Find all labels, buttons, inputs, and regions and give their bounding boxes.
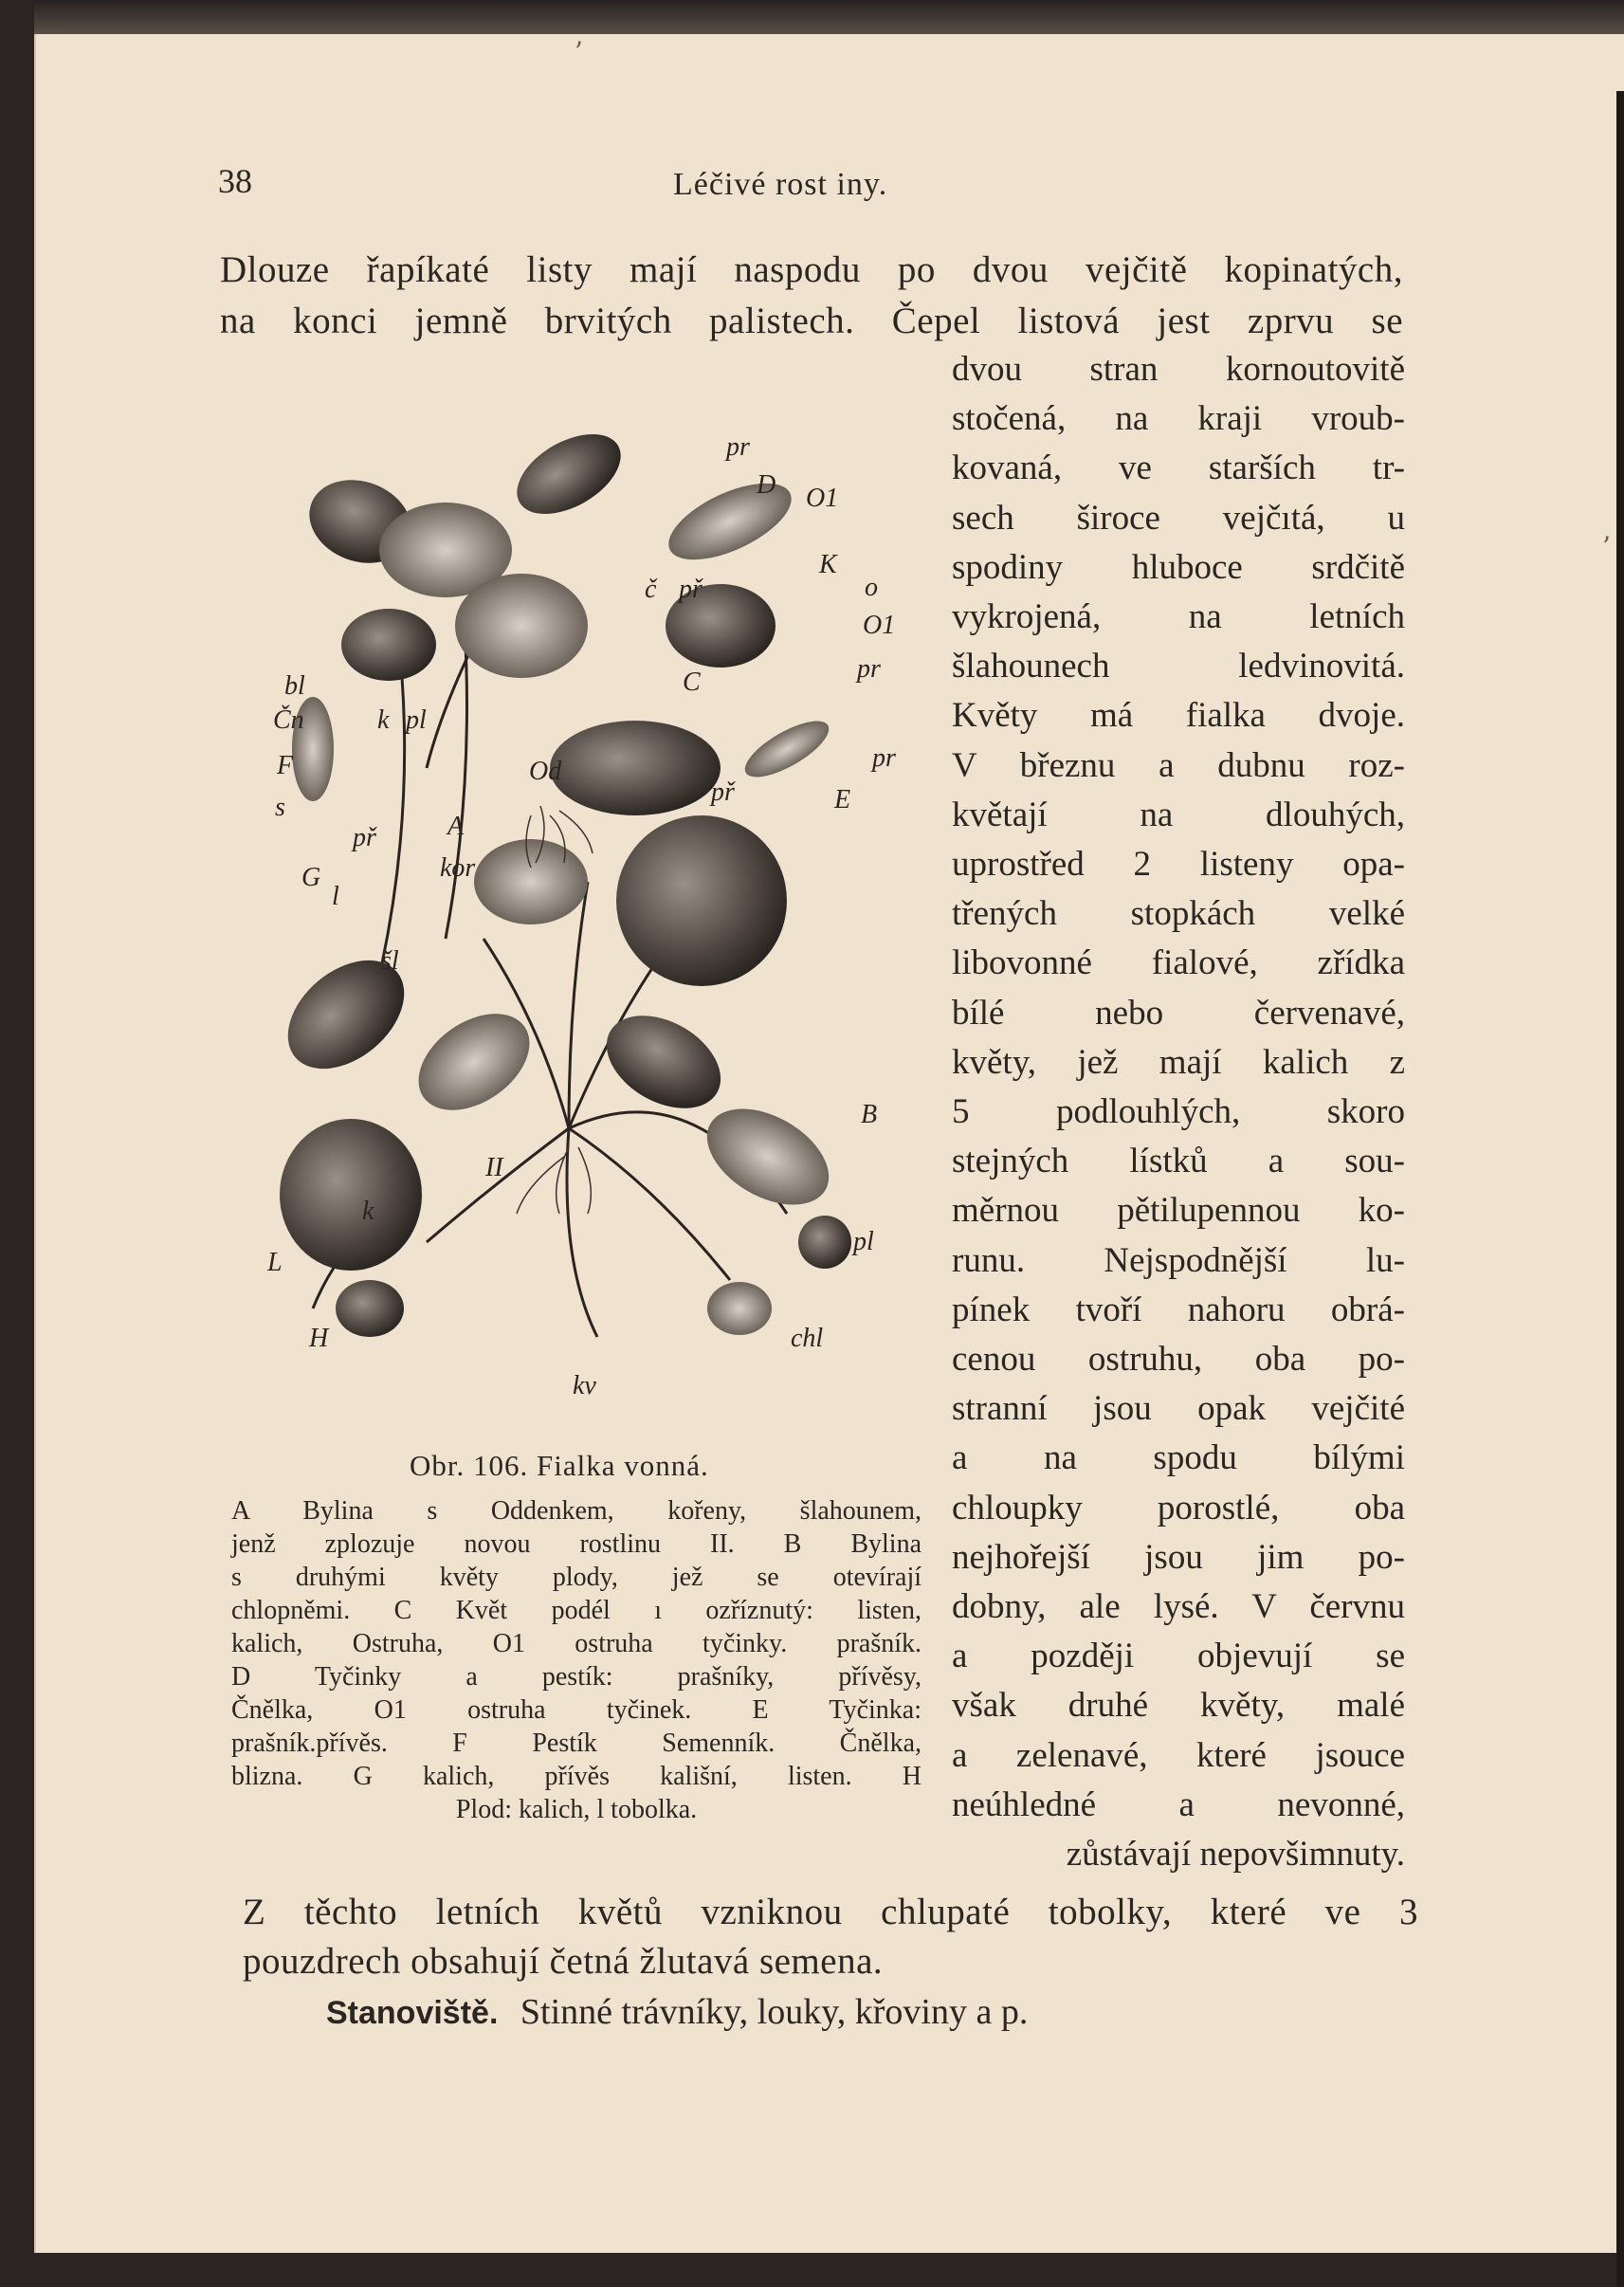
figure-label: kv — [573, 1371, 596, 1400]
figure-label: K — [819, 550, 837, 579]
caption-line: s druhými květy plody, jež se otevírají — [231, 1563, 921, 1592]
figure-label: pl — [406, 705, 427, 735]
figure-label: H — [309, 1324, 329, 1353]
right-column-line: pínek tvoří nahoru obrá- — [952, 1290, 1405, 1329]
figure-label: A — [447, 812, 465, 841]
habitat-label: Stanoviště. — [326, 1995, 499, 2031]
figure-label: př — [353, 823, 376, 852]
right-column-line: a zelenavé, které jsouce — [952, 1735, 1405, 1775]
right-column-line: nejhořejší jsou jim po- — [952, 1537, 1405, 1577]
figure-label: kor — [440, 853, 476, 883]
ink-speck: ’ — [1602, 531, 1611, 562]
right-column-line: 5 podlouhlých, skoro — [952, 1092, 1405, 1131]
right-column-line: uprostřed 2 listeny opa- — [952, 845, 1405, 884]
right-column-line: spodiny hluboce srdčitě — [952, 547, 1405, 587]
figure-label: L — [267, 1248, 283, 1277]
caption-line: prašník.přívěs. F Pestík Semenník. Čnělka, — [231, 1729, 921, 1758]
figure-label: II — [485, 1153, 503, 1182]
figure-label: př — [679, 575, 703, 604]
right-column-line: však druhé květy, malé — [952, 1686, 1405, 1726]
figure-label: O1 — [806, 484, 839, 513]
right-column-line: V březnu a dubnu roz- — [952, 745, 1405, 785]
figure-label: O1 — [863, 611, 896, 640]
violet-plant-drawing — [256, 408, 901, 1432]
right-column-line: chloupky porostlé, oba — [952, 1488, 1405, 1528]
right-column-line: vykrojená, na letních — [952, 597, 1405, 636]
right-column-line: třených stopkách velké — [952, 894, 1405, 934]
body-line-bottom-1: Z těchto letních květů vzniknou chlupaté tobolky, které ve 3 — [243, 1892, 1418, 1932]
figure-label: pl — [853, 1227, 874, 1256]
figure-label: D — [757, 470, 776, 500]
caption-line: chlopněmi. C Květ podél ı ozříznutý: listen, — [231, 1596, 921, 1625]
right-column-line: a později objevují se — [952, 1637, 1405, 1676]
botanical-illustration — [256, 408, 901, 1432]
figure-label: l — [332, 882, 339, 911]
right-column-line: cenou ostruhu, oba po- — [952, 1340, 1405, 1379]
page-number: 38 — [218, 162, 252, 200]
right-column-line: libovonné fialové, zřídka — [952, 943, 1405, 983]
right-column-line: bílé nebo červenavé, — [952, 993, 1405, 1033]
right-column-line: Květy má fialka dvoje. — [952, 696, 1405, 736]
figure-label: pr — [872, 743, 896, 773]
figure-label: F — [277, 751, 294, 780]
figure-label: k — [362, 1197, 374, 1226]
page-gutter — [1616, 91, 1624, 2287]
right-column-line: dobny, ale lysé. V červnu — [952, 1587, 1405, 1626]
right-column-line: květají na dlouhých, — [952, 795, 1405, 834]
figure-label: pr — [857, 654, 881, 684]
caption-line: Čnělka, O1 ostruha tyčinek. E Tyčinka: — [231, 1695, 921, 1725]
right-column-line: stejných lístků a sou- — [952, 1142, 1405, 1181]
figure-label: př — [711, 778, 735, 807]
figure-caption-title: Obr. 106. Fialka vonná. — [410, 1449, 709, 1482]
right-column-line: stočená, na kraji vroub- — [952, 399, 1405, 439]
figure-label: Od — [529, 757, 562, 786]
figure-label: k — [377, 705, 390, 735]
right-column-line: dvou stran kornoutovitě — [952, 350, 1405, 389]
figure-label: E — [834, 785, 851, 814]
figure-label: pr — [726, 432, 750, 462]
habitat-text: Stinné trávníky, louky, křoviny a p. — [520, 1992, 1029, 2032]
figure-label: chl — [791, 1324, 824, 1353]
caption-line: Plod: kalich, l tobolka. — [455, 1795, 698, 1824]
right-column-line: měrnou pětilupennou ko- — [952, 1191, 1405, 1231]
caption-line: A Bylina s Oddenkem, kořeny, šlahounem, — [231, 1496, 921, 1526]
figure-label: G — [301, 863, 321, 892]
figure-label: C — [683, 668, 701, 697]
right-column-line: šlahounech ledvinovitá. — [952, 647, 1405, 686]
figure-label: Čn — [273, 705, 304, 735]
habitat-line — [326, 1991, 1028, 2033]
right-column-line: stranní jsou opak vejčité — [952, 1389, 1405, 1429]
figure-label: o — [865, 573, 878, 602]
page-edge-shadow — [34, 0, 1624, 34]
right-column-line: neúhledné a nevonné, — [952, 1784, 1405, 1824]
right-column-line: a na spodu bílými — [952, 1438, 1405, 1478]
caption-line: jenž zplozuje novou rostlinu II. B Bylina — [231, 1529, 921, 1559]
right-column-line: květy, jež mají kalich z — [952, 1042, 1405, 1082]
figure-label: bl — [284, 671, 305, 701]
right-column-line: kovaná, ve starších tr- — [952, 448, 1405, 488]
right-column-line: sech široce vejčıtá, u — [952, 498, 1405, 538]
running-header: Léčivé rost iny. — [673, 167, 888, 202]
ink-speck: ’ — [575, 36, 583, 67]
caption-line: kalich, Ostruha, O1 ostruha tyčinky. prašník. — [231, 1629, 921, 1658]
caption-line: blizna. G kalich, přívěs kališní, listen. H — [231, 1762, 921, 1791]
body-line-1: Dlouze řapíkaté listy mají naspodu po dvou vejčitě kopinatých, — [220, 249, 1403, 290]
caption-line: D Tyčinky a pestík: prašníky, přívěsy, — [231, 1662, 921, 1692]
body-line-bottom-2: pouzdrech obsahují četná žlutavá semena. — [243, 1941, 884, 1982]
right-column-line: zůstávají nepovšimnuty. — [1066, 1835, 1405, 1874]
figure-label: č — [645, 575, 657, 604]
figure-label: s — [275, 793, 285, 822]
right-column-line: runu. Nejspodnější lu- — [952, 1240, 1405, 1280]
figure-label: B — [861, 1100, 878, 1129]
body-line-2: na konci jemně brvitých palistech. Čepel listová jest zprvu se — [220, 301, 1403, 341]
figure-label: šl — [381, 946, 399, 976]
